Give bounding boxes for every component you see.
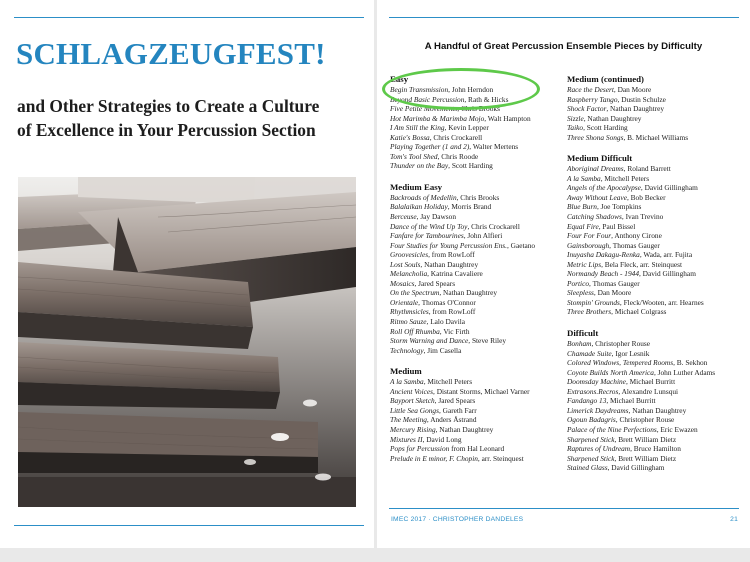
piece-entry <box>567 250 747 260</box>
piece-title: Playing Together (1 and 2) <box>390 142 470 152</box>
piece-title: Four For Four <box>567 231 612 241</box>
piece-title: Stained Glass <box>567 463 608 473</box>
piece-composer: , Fleck/Wooten, arr. Hearnes <box>619 297 704 307</box>
piece-composer: , John Alfieri <box>463 231 503 241</box>
piece-composer: , David Gillingham <box>640 183 698 193</box>
piece-entry <box>390 222 565 232</box>
piece-composer: , Eric Ewazen <box>656 424 698 434</box>
piece-composer: , Brett William Dietz <box>614 434 677 444</box>
piece-entry <box>390 123 565 133</box>
piece-composer: , Thomas Gauger <box>589 278 640 288</box>
piece-entry <box>390 152 565 162</box>
piece-composer: , Thomas O'Connor <box>418 297 476 307</box>
top-rule <box>14 17 364 18</box>
piece-entry <box>390 327 565 337</box>
page-number: 21 <box>730 516 738 523</box>
piece-composer: , Rath & Hicks <box>464 94 509 104</box>
piece-composer: , Distant Storms, Michael Varner <box>433 386 530 396</box>
right-page <box>377 0 750 548</box>
piece-title: The Meeting <box>390 415 427 425</box>
piece-title: Palace of the Nine Perfections <box>567 424 657 434</box>
piece-composer: , Mitchell Peters <box>423 377 473 387</box>
piece-composer: , John Herndon <box>448 85 494 94</box>
piece-title: I Am Still the King <box>390 123 445 133</box>
piece-entry <box>390 377 565 387</box>
section-heading: Medium Easy <box>390 181 443 192</box>
piece-entry <box>567 269 747 279</box>
piece-title: Lost Souls <box>390 259 421 269</box>
piece-title: Inuyasha Dakagu-Renka <box>567 250 640 260</box>
piece-title: Three Brothers <box>567 307 612 317</box>
piece-composer: , Bruce Hamilton <box>630 444 681 454</box>
piece-entry <box>567 339 747 349</box>
piece-entry <box>567 260 747 270</box>
piece-entry <box>390 279 565 289</box>
piece-title: Colored Windows, Tempered Rooms <box>567 358 674 368</box>
piece-title: Backroads of Medellin <box>390 192 457 202</box>
bottom-rule <box>14 525 364 526</box>
piece-entry <box>567 368 747 378</box>
section-heading: Medium Difficult <box>567 153 633 164</box>
piece-title: Pops for Percussion <box>390 444 450 454</box>
piece-title: Sleepless <box>567 288 594 298</box>
piece-title: Melancholia <box>390 269 428 279</box>
piece-title: Five Petite Movements <box>390 104 458 114</box>
piece-title: Bonham <box>567 339 592 349</box>
piece-composer: , Michael Burritt <box>606 396 656 406</box>
piece-entry <box>567 241 747 251</box>
piece-composer: , Anders Åstrand <box>426 415 477 425</box>
piece-composer: , Dan Moore <box>593 288 632 298</box>
piece-entry <box>567 183 747 193</box>
piece-title: Away Without Leave <box>567 192 627 202</box>
difficulty-section <box>567 73 747 142</box>
piece-title: Angels of the Apocalypse <box>567 183 641 193</box>
piece-title: Begin Transmission <box>390 85 449 94</box>
piece-title: Blue Burn <box>567 202 597 212</box>
piece-title: Three Shona Songs <box>567 132 624 142</box>
piece-composer: , Mitchell Peters <box>600 173 650 183</box>
piece-title: On the Spectrum <box>390 288 440 298</box>
piece-entry <box>567 396 747 406</box>
piece-composer: , Chris Crockarell <box>467 221 520 231</box>
piece-composer: , arr. Steinquest <box>477 453 524 463</box>
piece-entry <box>567 212 747 222</box>
piece-composer: , David Gillingham <box>607 463 665 473</box>
piece-title: Raspberry Tango <box>567 94 618 104</box>
piece-title: A la Samba <box>567 173 601 183</box>
piece-entry <box>567 288 747 298</box>
piece-title: Four Studies for Young Percussion Ens. <box>390 240 507 250</box>
piece-composer: , Jim Casella <box>423 345 462 355</box>
piece-composer: , David Long <box>422 434 462 444</box>
piece-composer: , Paul Bissel <box>598 221 636 231</box>
piece-entry <box>390 269 565 279</box>
piece-composer: , Jay Dawson <box>416 212 457 222</box>
piece-title: Technology <box>390 345 424 355</box>
piece-composer: , Kevin Lepper <box>444 123 489 133</box>
difficulty-section <box>567 327 747 473</box>
piece-entry <box>390 317 565 327</box>
piece-entry <box>390 435 565 445</box>
piece-title: Equal Fire <box>567 221 599 231</box>
piece-composer: , Scott Harding <box>448 161 493 171</box>
piece-composer: , Jared Spears <box>414 278 456 288</box>
piece-entry <box>390 406 565 416</box>
right-column <box>567 73 747 483</box>
piece-entry <box>567 164 747 174</box>
piece-title: Sizzle <box>567 113 584 123</box>
piece-entry <box>390 336 565 346</box>
piece-composer: , Vic Firth <box>439 326 470 336</box>
piece-composer: , Christopher Rouse <box>615 415 675 425</box>
piece-entry <box>567 222 747 232</box>
piece-title: Mosaics <box>390 278 415 288</box>
piece-entry <box>567 358 747 368</box>
piece-title: Storm Warning and Dance <box>390 336 469 346</box>
piece-title: Normandy Beach - 1944 <box>567 269 639 279</box>
piece-title: Stompin' Grounds <box>567 297 620 307</box>
piece-title: Prelude in E minor, F. Chopin <box>390 453 478 463</box>
piece-entry <box>567 114 747 124</box>
difficulty-section <box>390 181 565 355</box>
highlight-circle-annotation <box>382 68 540 110</box>
piece-title: Groovesicles <box>390 250 429 260</box>
piece-entry <box>567 193 747 203</box>
piece-composer: , Bob Becker <box>626 192 666 202</box>
section-heading: Difficult <box>567 328 599 339</box>
piece-entry <box>390 231 565 241</box>
piece-composer: , Roland Barrett <box>623 164 671 174</box>
piece-entry <box>567 435 747 445</box>
piece-composer: , Christopher Rouse <box>591 339 651 349</box>
piece-entry <box>390 346 565 356</box>
piece-composer: , Brett William Dietz <box>614 453 677 463</box>
piece-title: Portico <box>567 278 590 288</box>
piece-composer: , B. Michael Williams <box>623 132 689 142</box>
piece-entry <box>390 415 565 425</box>
piece-composer: , Chris Brooks <box>457 104 500 114</box>
piece-entry <box>390 114 565 124</box>
piece-entry <box>567 95 747 105</box>
piece-title: Taiko <box>567 123 584 133</box>
piece-composer: , Wada, arr. Fujita <box>639 250 693 260</box>
piece-entry <box>567 307 747 317</box>
piece-title: Doomsday Machine <box>567 377 626 387</box>
piece-composer: , Walter Mertens <box>469 142 519 152</box>
piece-entry <box>567 349 747 359</box>
piece-title: Katie's Bossa <box>390 132 430 142</box>
piece-composer: , Scott Harding <box>583 123 628 133</box>
piece-composer: , Joe Tompkins <box>596 202 642 212</box>
piece-title: Tom's Tool Shed <box>390 151 438 161</box>
piece-title: A la Samba <box>390 377 424 387</box>
marimba-photo <box>18 177 356 507</box>
marimba-bars-image <box>18 177 356 507</box>
piece-composer: , Bela Fleck, arr. Steinquest <box>601 259 683 269</box>
section-heading: Medium (continued) <box>567 74 644 84</box>
left-page <box>0 0 374 548</box>
piece-title: Aboriginal Dreams <box>567 164 624 174</box>
piece-composer: , Dustin Schulze <box>617 94 666 104</box>
piece-entry <box>390 288 565 298</box>
top-rule <box>389 17 739 18</box>
piece-composer: , Steve Riley <box>468 336 506 346</box>
piece-title: Fandango 13 <box>567 396 607 406</box>
piece-title: Extrasons.Recros <box>567 386 619 396</box>
piece-title: Mixtures II <box>390 434 423 444</box>
piece-composer: , Nathan Daughtrey <box>435 424 494 434</box>
piece-entry <box>390 260 565 270</box>
piece-entry <box>390 133 565 143</box>
piece-entry <box>390 387 565 397</box>
subtitle-line-2: of Excellence in Your Percussion Section <box>17 120 316 140</box>
piece-entry <box>567 454 747 464</box>
piece-composer: , Morris Brand <box>447 202 492 212</box>
piece-title: Sharpened Stick <box>567 434 615 444</box>
piece-title: Dance of the Wind Up Toy <box>390 221 468 231</box>
piece-title: Raptures of Undream <box>567 444 631 454</box>
piece-composer: from Hal Leonard <box>449 444 505 454</box>
piece-composer: , from RowLoff <box>428 307 476 317</box>
piece-title: Ritmo Sauze <box>390 317 427 327</box>
section-heading: Easy <box>390 74 409 84</box>
piece-title: Ogoun Badagris <box>567 415 616 425</box>
piece-entry <box>390 241 565 251</box>
piece-entry <box>390 161 565 171</box>
piece-composer: , Walt Hampton <box>484 113 531 123</box>
piece-entry <box>567 174 747 184</box>
piece-entry <box>567 279 747 289</box>
piece-composer: , Michael Burritt <box>625 377 676 387</box>
piece-entry <box>390 425 565 435</box>
footer-rule <box>389 508 739 509</box>
piece-composer: , from RowLoff <box>428 250 475 260</box>
section-heading: Medium <box>390 366 422 377</box>
left-column <box>390 73 565 473</box>
piece-composer: , Alexandre Lunsqui <box>618 386 679 396</box>
piece-entry <box>390 444 565 454</box>
difficulty-section <box>567 152 747 317</box>
piece-composer: , Thomas Gauger <box>609 240 660 250</box>
piece-entry <box>567 387 747 397</box>
piece-composer: , Nathan Daughtrey <box>439 288 498 298</box>
piece-composer: , Anthony Cirone <box>611 231 662 241</box>
piece-entry <box>567 406 747 416</box>
piece-title: Catching Shadows <box>567 212 622 222</box>
piece-title: Shock Factor <box>567 104 607 114</box>
piece-entry <box>567 444 747 454</box>
piece-composer: , Katrina Cavaliere <box>427 269 483 279</box>
piece-composer: , Gaetano <box>506 240 536 250</box>
piece-entry <box>567 415 747 425</box>
piece-title: Limerick Daydreams <box>567 405 629 415</box>
piece-title: Little Sea Gongs <box>390 405 439 415</box>
piece-title: Thunder on the Bay <box>390 161 449 171</box>
piece-composer: , Dan Moore <box>613 85 652 94</box>
piece-title: Bayport Sketch <box>390 396 435 406</box>
piece-composer: , Igor Lesnik <box>611 348 650 358</box>
piece-title: Rhythmsicles <box>390 307 429 317</box>
piece-title: Berceuse <box>390 212 417 222</box>
piece-entry <box>390 202 565 212</box>
difficulty-section <box>390 365 565 463</box>
piece-entry <box>567 85 747 95</box>
piece-entry <box>390 193 565 203</box>
piece-title: Metric Lips <box>567 259 602 269</box>
piece-entry <box>567 133 747 143</box>
piece-entry <box>567 104 747 114</box>
subtitle-line-1: and Other Strategies to Create a Culture <box>17 96 320 116</box>
piece-entry <box>567 123 747 133</box>
piece-entry <box>390 298 565 308</box>
piece-composer: , Nathan Daughtrey <box>420 259 479 269</box>
piece-title: Orientale <box>390 297 419 307</box>
piece-composer: , Nathan Daughtrey <box>628 405 687 415</box>
piece-composer: , Michael Colgrass <box>611 307 667 317</box>
piece-composer: , B. Sekhon <box>673 358 708 368</box>
piece-title: Hot Marimba & Marimba Mojo <box>390 113 485 123</box>
piece-composer: , John Luther Adams <box>653 367 716 377</box>
piece-title: Fanfare for Tambourines <box>390 231 464 241</box>
piece-composer: , Gareth Farr <box>438 405 477 415</box>
footer-credit: IMEC 2017 · CHRISTOPHER DANDELES <box>391 516 524 523</box>
piece-title: Sharpened Stick <box>567 453 615 463</box>
piece-title: Chamade Suite <box>567 348 612 358</box>
piece-composer: , Jared Spears <box>434 396 476 406</box>
piece-composer: , Chris Brooks <box>456 192 500 202</box>
difficulty-section <box>390 73 565 171</box>
piece-title: Balalaikan Holiday <box>390 202 448 212</box>
piece-composer: , Lalo Davila <box>426 317 466 327</box>
piece-title: Mercury Rising <box>390 424 436 434</box>
piece-title: Coyote Builds North America <box>567 367 654 377</box>
piece-title: Beyond Basic Percussion <box>390 94 465 104</box>
piece-entry <box>390 212 565 222</box>
piece-composer: , Ivan Trevino <box>621 212 664 222</box>
piece-entry <box>567 463 747 473</box>
piece-entry <box>567 231 747 241</box>
piece-entry <box>567 298 747 308</box>
piece-entry <box>390 250 565 260</box>
piece-entry <box>567 425 747 435</box>
piece-entry <box>390 142 565 152</box>
page-title: SCHLAGZEUGFEST! <box>16 36 326 71</box>
piece-composer: , Chris Roode <box>437 151 479 161</box>
piece-entry <box>567 377 747 387</box>
piece-title: Race the Desert <box>567 85 614 94</box>
piece-entry <box>567 202 747 212</box>
piece-composer: , Nathan Daughtrey <box>583 113 642 123</box>
piece-title: Roll Off Rhumba <box>390 326 440 336</box>
piece-title: Ancient Voices <box>390 386 434 396</box>
ensemble-list-heading: A Handful of Great Percussion Ensemble Pieces by Difficulty <box>424 41 703 52</box>
piece-title: Gainsborough <box>567 240 610 250</box>
piece-composer: , David Gillingham <box>639 269 696 279</box>
piece-composer: , Nathan Daughtrey <box>606 104 665 114</box>
piece-composer: , Chris Crockarell <box>429 132 483 142</box>
piece-entry <box>390 307 565 317</box>
piece-entry <box>390 396 565 406</box>
piece-entry <box>390 454 565 464</box>
